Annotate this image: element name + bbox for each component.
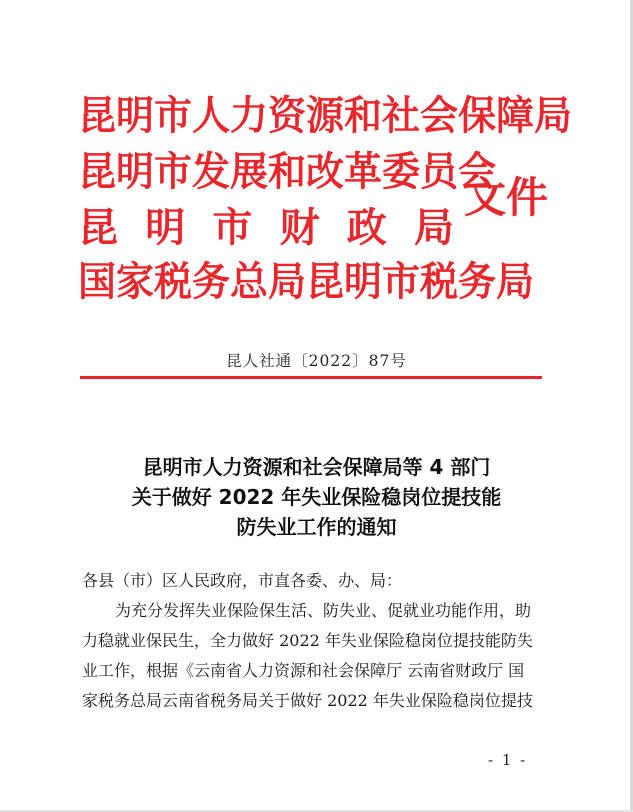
- issuer-finance-bureau: [78, 202, 454, 254]
- issuer-finance-char: 昆: [78, 204, 118, 251]
- body-line: 家税务总局云南省税务局关于做好 2022 年失业保险稳岗位提技: [82, 691, 533, 710]
- red-header: [78, 86, 572, 316]
- issuer-finance-char: 明: [145, 204, 186, 251]
- document-body: [82, 566, 552, 716]
- issuer-finance-char: 市: [212, 204, 253, 251]
- body-line: 力稳就业保民生，全力做好 2022 年失业保险稳岗位提技能防失: [82, 631, 533, 650]
- issuer-hrss-bureau: 昆明市人力资源和社会保障局: [78, 92, 572, 139]
- document-word: 文件: [464, 173, 549, 222]
- title-line: 关于做好 2022 年失业保险稳岗位提技能: [131, 485, 502, 509]
- salutation: 各县（市）区人民政府，市直各委、办、局：: [82, 571, 403, 590]
- page-number: - 1 -: [488, 751, 528, 769]
- issuer-finance-char: 财: [279, 204, 320, 251]
- title-line: 防失业工作的通知: [236, 515, 397, 539]
- issuer-tax-bureau: 国家税务总局昆明市税务局: [78, 258, 534, 305]
- document-title: [0, 452, 633, 542]
- issuer-development-reform-commission: 昆明市发展和改革委员会: [78, 148, 496, 195]
- red-divider: [80, 376, 542, 379]
- body-line: 为充分发挥失业保险保生活、防失业、促就业功能作用，助: [115, 601, 532, 620]
- document-number: 昆人社通〔2022〕87号: [226, 352, 407, 370]
- body-line: 业工作，根据《云南省人力资源和社会保障厅 云南省财政厅 国: [82, 661, 525, 680]
- issuer-finance-char: 局: [413, 204, 454, 251]
- title-line: 昆明市人力资源和社会保障局等 4 部门: [142, 455, 491, 479]
- issuer-finance-char: 政: [346, 204, 387, 251]
